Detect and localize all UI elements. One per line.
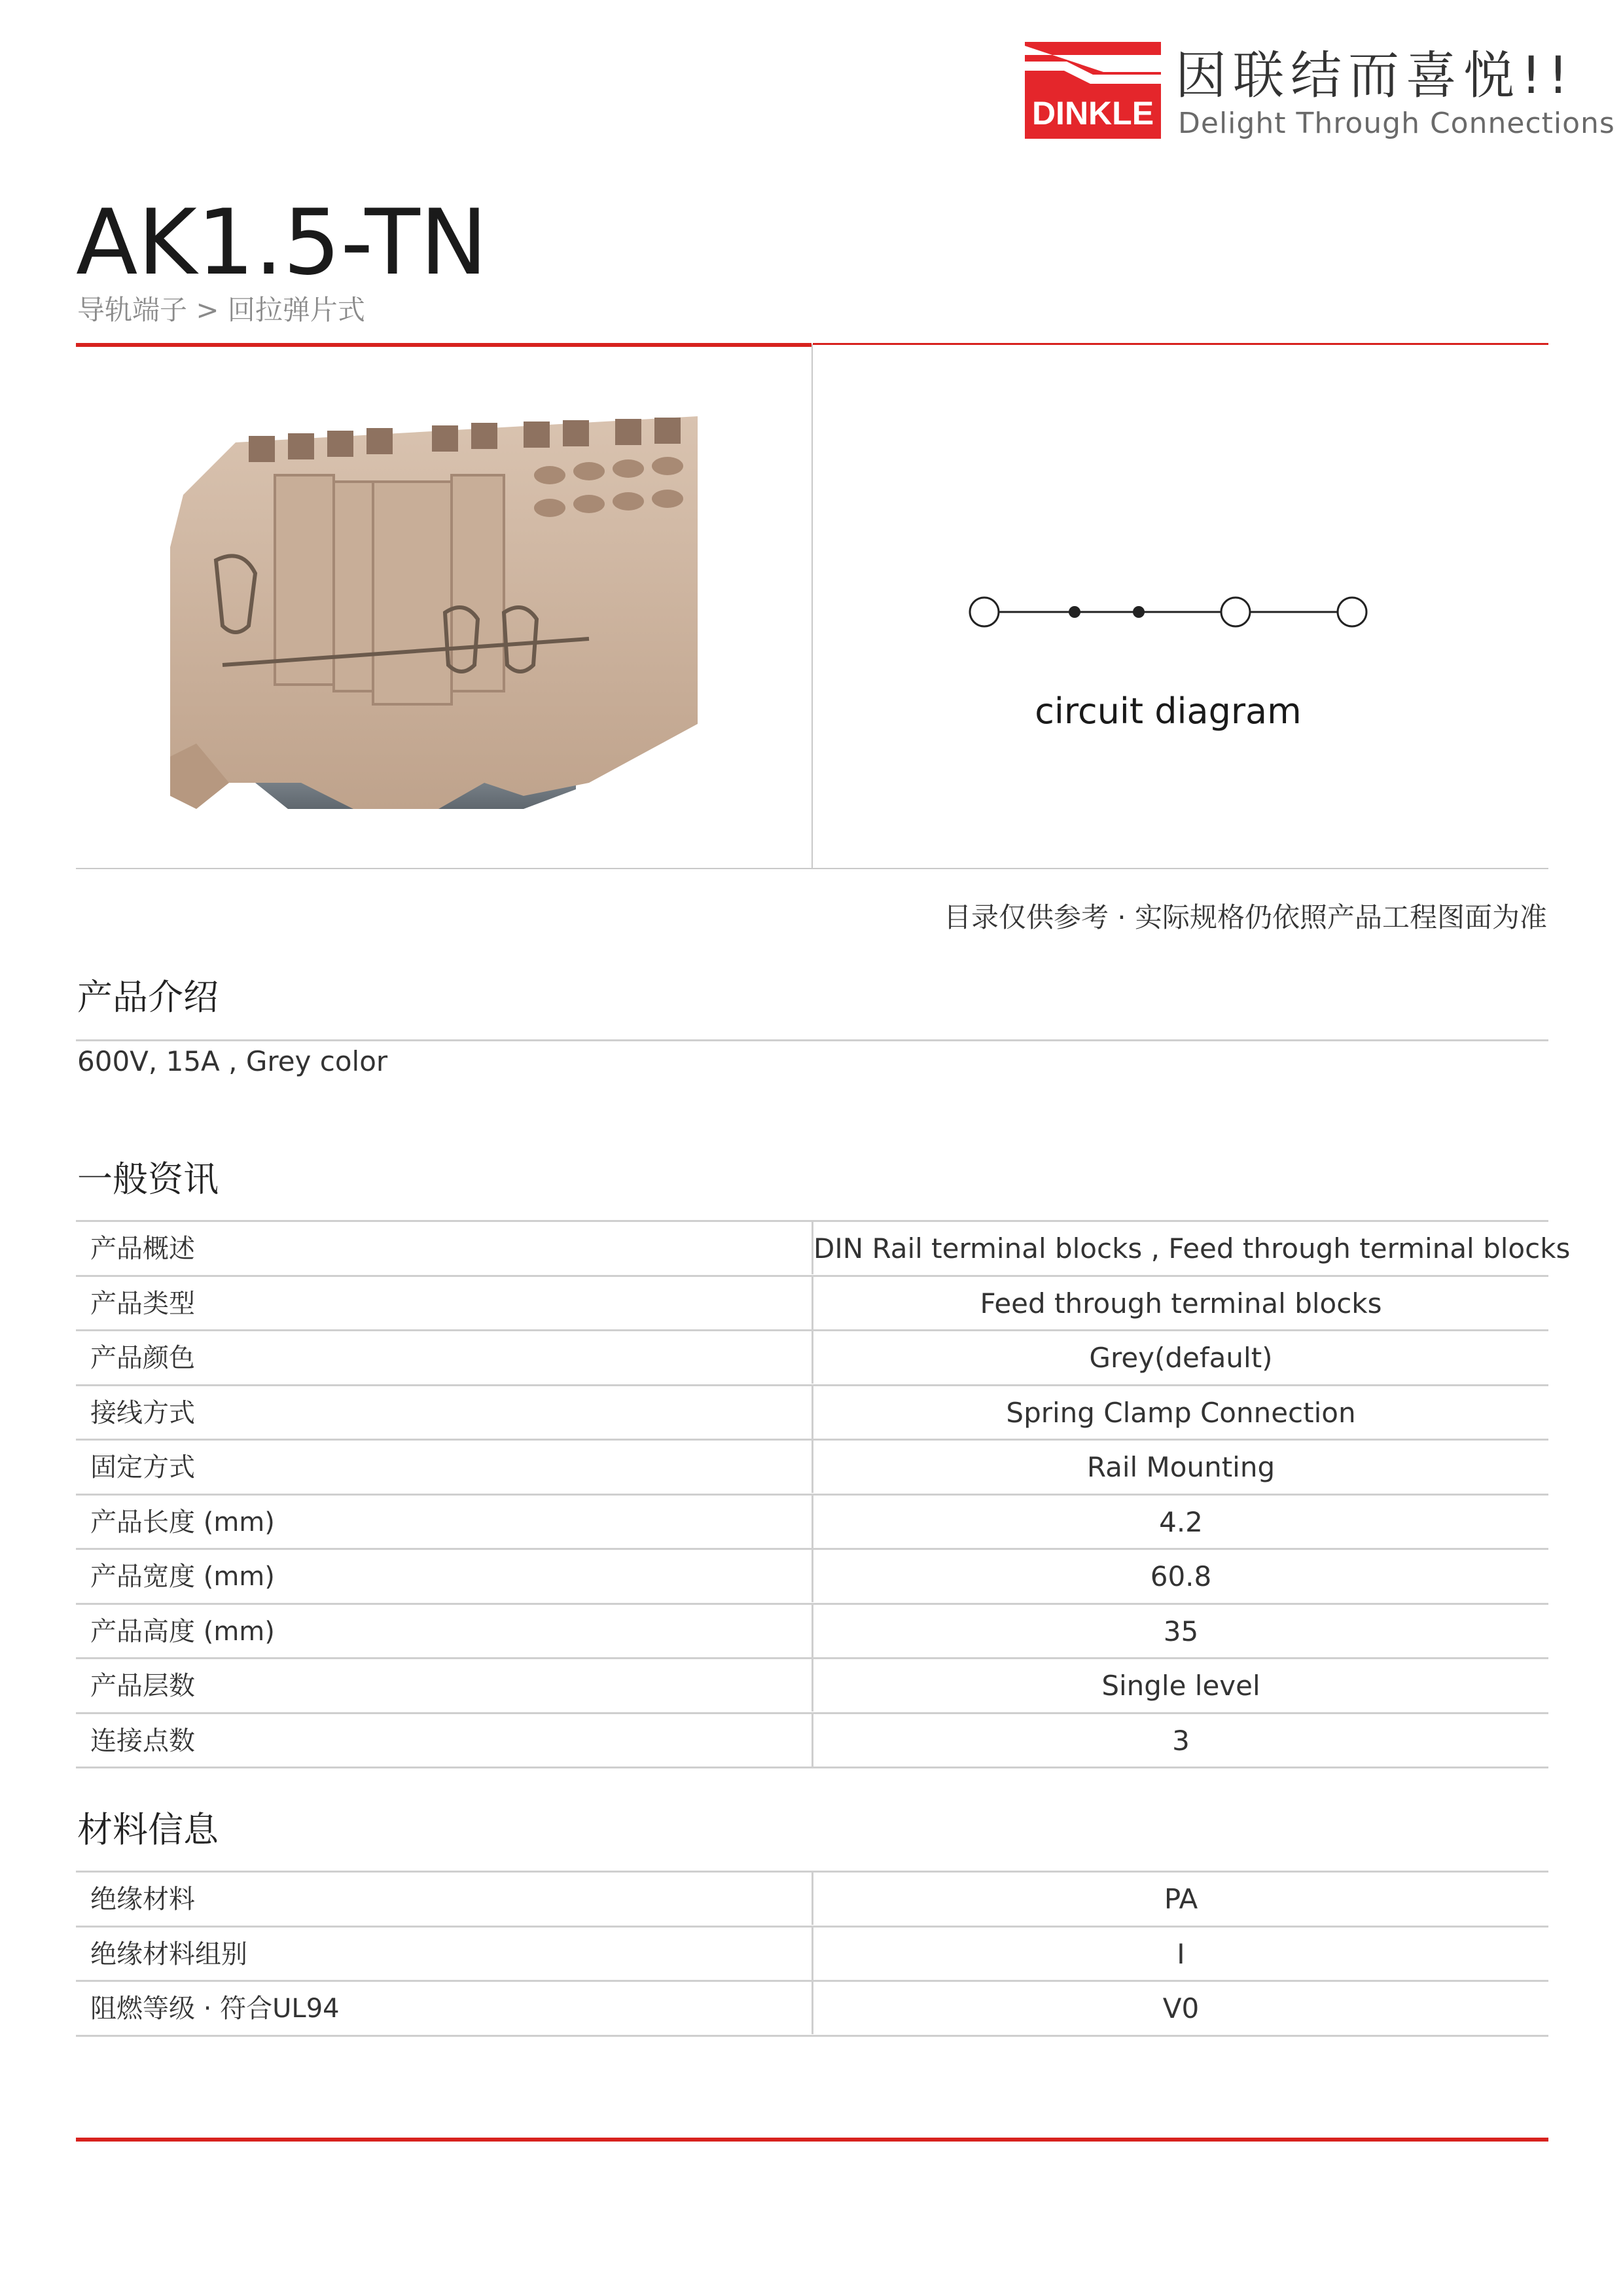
table-row <box>76 1605 1548 1660</box>
spec-key: 阻燃等级 · 符合UL94 <box>90 1994 340 2024</box>
figure-bottom-rule <box>76 868 1548 869</box>
logo-slogan-cn: 因联结而喜悦!! <box>1175 46 1575 105</box>
product-image <box>157 416 698 838</box>
circuit-terminal-open <box>970 598 999 626</box>
section-title-general: 一般资讯 <box>77 1158 219 1200</box>
figure-divider <box>812 344 813 868</box>
table-row <box>76 1982 1548 2037</box>
spec-value: V0 <box>1162 1992 1200 2024</box>
spec-key: 产品层数 <box>90 1671 195 1701</box>
breadcrumb: 导轨端子 > 回拉弹片式 <box>77 294 365 326</box>
table-row <box>76 1222 1571 1277</box>
circuit-terminal-open <box>1338 598 1366 626</box>
spec-key: 产品概述 <box>90 1234 195 1264</box>
table-row <box>76 1550 1548 1605</box>
spec-value: 35 <box>1163 1615 1199 1647</box>
title-rule-right <box>813 343 1548 345</box>
table-row <box>76 1659 1548 1714</box>
spec-value: Spring Clamp Connection <box>1006 1396 1356 1429</box>
general-info-table <box>76 1220 1571 1768</box>
table-row <box>76 1331 1548 1386</box>
spec-key: 产品类型 <box>90 1288 195 1319</box>
spec-key: 绝缘材料 <box>90 1884 195 1914</box>
circuit-terminal-open <box>1221 598 1250 626</box>
spec-value: 3 <box>1172 1724 1190 1757</box>
spec-value: Single level <box>1101 1670 1260 1702</box>
spec-key: 连接点数 <box>90 1725 195 1756</box>
circuit-node-dot <box>1069 606 1080 618</box>
intro-text: 600V, 15A , Grey color <box>77 1045 388 1077</box>
table-row <box>76 1928 1548 1982</box>
circuit-diagram <box>969 583 1368 641</box>
spec-key: 固定方式 <box>90 1452 195 1482</box>
spec-value: DIN Rail terminal blocks , Feed through terminal blocks <box>813 1232 1571 1265</box>
dinkle-logo <box>1025 42 1161 139</box>
spec-value: 4.2 <box>1159 1505 1203 1538</box>
table-row <box>76 1277 1548 1332</box>
footer-rule <box>76 2138 1548 2142</box>
spec-value: PA <box>1164 1883 1198 1915</box>
spec-key: 产品高度 (mm) <box>90 1616 275 1647</box>
title-rule-left <box>76 343 812 347</box>
table-row <box>76 1441 1548 1496</box>
reference-note: 目录仅供参考 · 实际规格仍依照产品工程图面为准 <box>943 901 1547 933</box>
section-title-intro: 产品介绍 <box>77 977 219 1018</box>
spec-key: 产品颜色 <box>90 1343 195 1373</box>
table-row <box>76 1386 1548 1441</box>
circuit-caption: circuit diagram <box>1035 691 1302 732</box>
section-rule-intro <box>76 1039 1548 1041</box>
spec-key: 产品长度 (mm) <box>90 1507 275 1537</box>
logo-brand-text: DINKLE <box>1031 95 1154 132</box>
spec-value: 60.8 <box>1150 1560 1212 1592</box>
spec-value: Grey(default) <box>1089 1342 1273 1374</box>
spec-value: Rail Mounting <box>1086 1451 1275 1483</box>
spec-key: 绝缘材料组别 <box>90 1939 247 1969</box>
page-title: AK1.5-TN <box>76 190 488 295</box>
circuit-node-dot <box>1133 606 1145 618</box>
logo-slogan-en: Delight Through Connections <box>1178 107 1615 140</box>
spec-value: I <box>1177 1937 1185 1970</box>
section-title-material: 材料信息 <box>77 1809 219 1850</box>
spec-key: 接线方式 <box>90 1397 195 1428</box>
spec-key: 产品宽度 (mm) <box>90 1562 275 1592</box>
spec-value: Feed through terminal blocks <box>980 1287 1382 1319</box>
material-info-table <box>76 1871 1548 2037</box>
table-row <box>76 1873 1548 1928</box>
table-row <box>76 1496 1548 1551</box>
table-row <box>76 1714 1548 1769</box>
